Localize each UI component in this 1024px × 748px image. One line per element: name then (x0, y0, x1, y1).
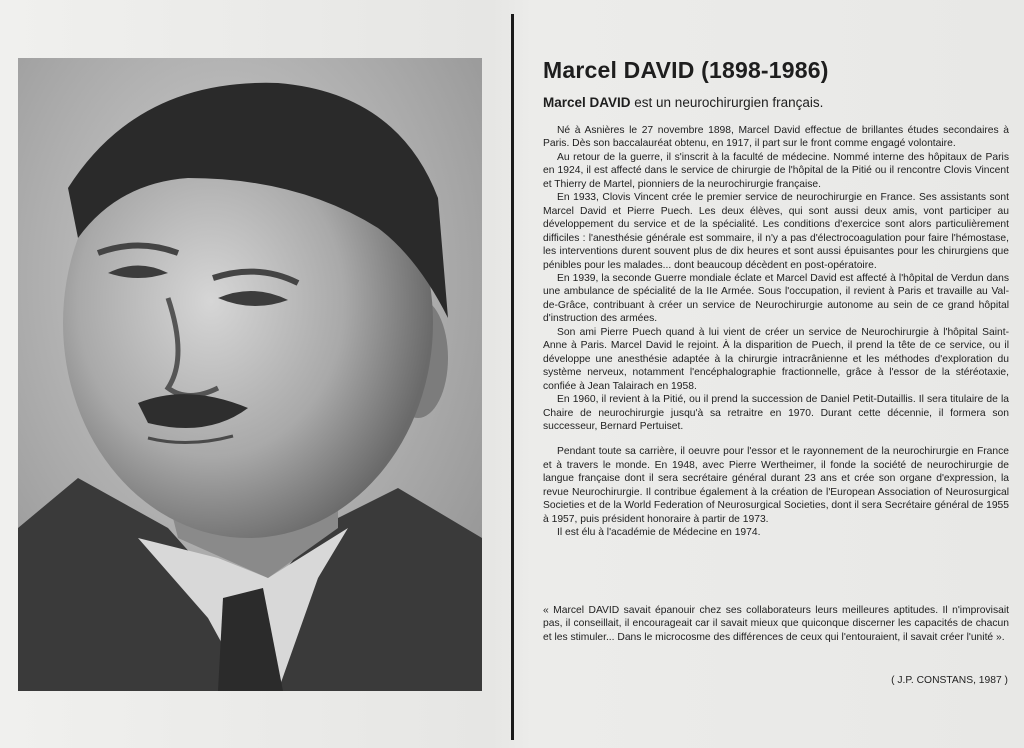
paragraph: Son ami Pierre Puech quand à lui vient de créer un service de Neurochirurgie à l'hôpital Saint-Anne à Paris. Marcel David le rejoint. À la disparition de Puech, il prend la tête de ce service, ou il développe une anesthésie adaptée à la chirurgie intracrânienne et les méthodes d'exploration du système nerveux, notamment l'encéphalographie fractionnelle, grâce à l'essor de la stéréotaxie, confiée à Jean Talairach en 1958. (543, 326, 1009, 392)
subtitle-name: Marcel DAVID (543, 95, 631, 110)
paragraph: En 1960, il revient à la Pitié, ou il prend la succession de Daniel Petit-Dutaillis. Il sera titulaire de la Chaire de neurochirurgie jusqu'à sa retraitre en 1970. Durant cette décennie, il formera son successeur, Bernard Pertuiset. (543, 394, 1009, 432)
portrait-photo (18, 58, 482, 691)
paragraph: En 1939, la seconde Guerre mondiale éclate et Marcel David est affecté à l'hôpital de Verdun dans une ambulance de spécialité de la IIe Armée. Sous l'occupation, il revient à Paris et travaille au Val-de-Grâce, contribuant à créer un service de Neurochirurgie autonome au sein de ce grand hôpital d'instruction des armées. (543, 272, 1009, 325)
paragraph: Né à Asnières le 27 novembre 1898, Marcel David effectue de brillantes études secondaires à Paris. Dès son baccalauréat obtenu, en 1917, il part sur le front comme engagé volontaire. (543, 125, 1009, 150)
quote-block (543, 604, 1009, 644)
paragraph: Pendant toute sa carrière, il oeuvre pour l'essor et le rayonnement de la neurochirurgie en France et à travers le monde. En 1948, avec Pierre Wertheimer, il fonde la société de neurochirurgie de langue française dont il sera secrétaire général durant 23 ans et crée son organe d'expression, la revue Neurochirurgie. Il contribue également à la création de l'European Association of Neurosurgical Societies et de la World Federation of Neurosurgical Societies, dont il sera Secrétaire général de 1955 à 1957, puis président honoraire à partir de 1973. (543, 446, 1009, 525)
biography-text (543, 124, 1009, 540)
subtitle (543, 94, 1009, 112)
paragraph: En 1933, Clovis Vincent crée le premier service de neurochirurgie en France. Ses assistants sont Marcel David et Pierre Puech. Les deux élèves, qui sont aussi deux amis, vont participer au développement du service et de la spécialité. Les conditions d'exercice sont alors particulièrement difficiles : l'anesthésie générale est sommaire, il n'y a pas d'électrocoagulation pour faire l'hémostase, les interventions durent souvent plus de dix heures et sont aussi épuisantes pour les chirurgiens que pénibles pour les malades... dont beaucoup décèdent en post-opératoire. (543, 192, 1009, 271)
paragraph: Au retour de la guerre, il s'inscrit à la faculté de médecine. Nommé interne des hôpitaux de Paris en 1924, il est affecté dans le service de chirurgie de l'hôpital de la Pitié ou il rencontre Clovis Vincent et Thierry de Martel, pionniers de la neurochirurgie française. (543, 151, 1009, 190)
header-block (543, 56, 1009, 112)
paragraph: Il est élu à l'académie de Médecine en 1974. (557, 527, 761, 539)
portrait-image (18, 58, 482, 691)
quote-text: « Marcel DAVID savait épanouir chez ses collaborateurs leurs meilleures aptitudes. Il n'improvisait pas, il conseillait, il encourageait car il savait mieux que quiconque discerner les capacités de chacun et les stimuler... Dans le microcosme des différences de ceux qui l'entouraient, il savait créer l'unité ». (543, 605, 1009, 643)
subtitle-text: est un neurochirurgien français. (630, 95, 824, 110)
vertical-divider (511, 14, 514, 740)
page-title: Marcel DAVID (1898-1986) (543, 57, 829, 83)
quote-credit: ( J.P. CONSTANS, 1987 ) (891, 675, 1008, 686)
